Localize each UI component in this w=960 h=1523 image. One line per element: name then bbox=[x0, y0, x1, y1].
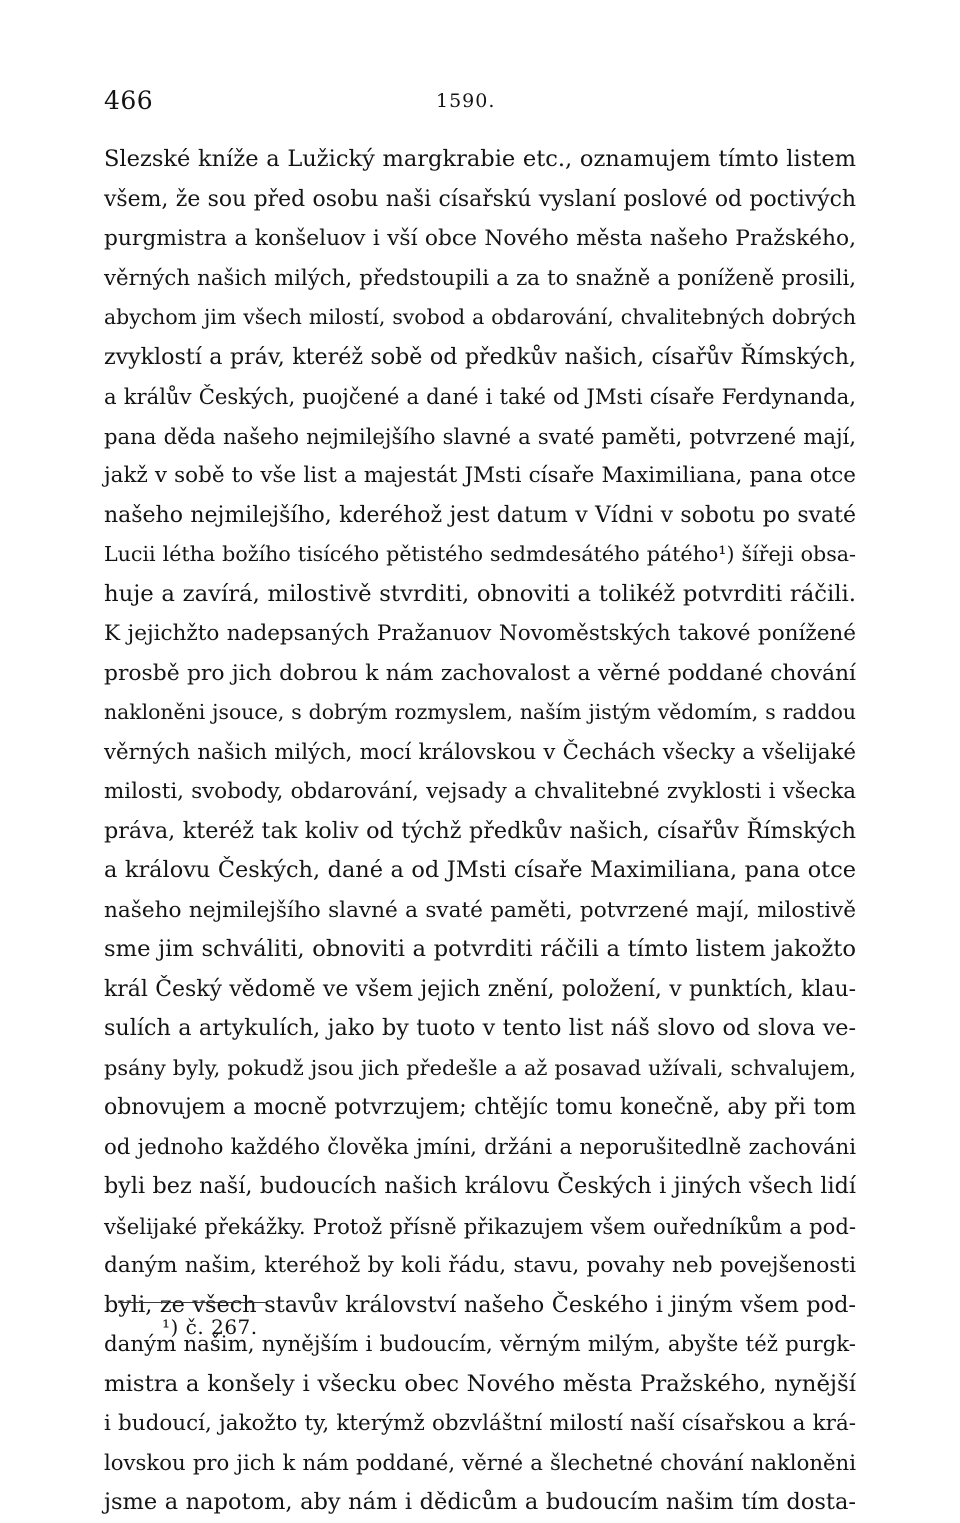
text-line: věrných našich milých, mocí královskou v Čechách všecky a všelijaké bbox=[104, 739, 856, 765]
text-line: psány byly, pokudž jsou jich předešle a až posavad užívali, schvalujem, bbox=[104, 1055, 856, 1080]
text-line: jsme a napotom, aby nám i dědicům a budoucím našim tím dosta- bbox=[104, 1489, 856, 1515]
text-line: K jejichžto nadepsaných Pražanuov Novoměstských takové ponížené bbox=[104, 621, 856, 646]
text-line: našeho nejmilejšího slavné a svaté paměti, potvrzené mají, milostivě bbox=[104, 897, 856, 923]
text-line: král Český vědomě ve všem jejich znění, položení, v punktích, klau- bbox=[104, 976, 856, 1002]
text-line: všelijaké překážky. Protož přísně přikazujem všem ouředníkům a pod- bbox=[104, 1213, 856, 1239]
text-line: sulích a artykulích, jako by tuoto v tento list náš slovo od slova ve- bbox=[104, 1015, 856, 1041]
text-line: lovskou pro jich k nám poddané, věrné a šlechetné chování nakloněni bbox=[104, 1450, 856, 1476]
text-line: huje a zavírá, milostivě stvrditi, obnoviti a tolikéž potvrditi ráčili. bbox=[104, 580, 856, 607]
text-line: byli, ze všech stavův království našeho Českého i jiným všem pod- bbox=[104, 1291, 856, 1318]
text-line: jakž v sobě to vše list a majestát JMsti císaře Maximiliana, pana otce bbox=[104, 463, 856, 488]
text-line: všem, že sou před osobu naši císařskú vyslaní poslové od poctivých bbox=[104, 186, 856, 212]
text-line: byli bez naší, budoucích našich královu Českých i jiných všech lidí bbox=[104, 1173, 856, 1199]
text-line: Slezské kníže a Lužický margkrabie etc., oznamujem tímto listem bbox=[104, 146, 856, 172]
text-line: i budoucí, jakožto ty, kterýmž obzvláštní milostí naší císařskou a krá- bbox=[104, 1411, 856, 1436]
text-line: purgmistra a konšeluov i vší obce Nového města našeho Pražského, bbox=[104, 226, 856, 251]
text-line: nakloněni jsouce, s dobrým rozmyslem, naším jistým vědomím, s raddou bbox=[104, 700, 856, 724]
text-line: daným našim, nynějším i budoucím, věrným milým, abyšte též purgk- bbox=[104, 1332, 856, 1357]
text-line: sme jim schváliti, obnoviti a potvrditi ráčili a tímto listem jakožto bbox=[104, 936, 856, 962]
footnote-divider bbox=[118, 1302, 266, 1303]
text-line: mistra a konšely i všecku obec Nového města Pražského, nynější bbox=[104, 1370, 856, 1397]
text-line: pana děda našeho nejmilejšího slavné a svaté paměti, potvrzené mají, bbox=[104, 423, 856, 449]
text-line: zvyklostí a práv, kteréž sobě od předkův našich, císařův Římských, bbox=[104, 343, 856, 370]
page-header bbox=[0, 86, 960, 126]
text-line: a králův Českých, puojčené a dané i také od JMsti císaře Ferdynanda, bbox=[104, 384, 856, 409]
text-line: od jednoho každého člověka jmíni, držáni a neporušitedlně zachováni bbox=[104, 1134, 856, 1160]
text-line: Lucii létha božího tisícého pětistého sedmdesátého pátého¹) šířeji obsa- bbox=[104, 542, 856, 566]
text-line: milosti, svobody, obdarování, vejsady a chvalitebné zvyklosti i všecka bbox=[104, 779, 856, 804]
text-line: práva, kteréž tak koliv od týchž předkův našich, císařův Římských bbox=[104, 817, 856, 844]
footnote: ¹) č. 267. bbox=[162, 1315, 258, 1339]
text-line: našeho nejmilejšího, kderéhož jest datum v Vídni v sobotu po svaté bbox=[104, 502, 856, 528]
running-head-year: 1590. bbox=[436, 90, 496, 112]
page-number: 466 bbox=[104, 86, 154, 115]
text-line: obnovujem a mocně potvrzujem; chtějíc tomu konečně, aby při tom bbox=[104, 1095, 856, 1120]
text-line: abychom jim všech milostí, svobod a obdarování, chvalitebných dobrých bbox=[104, 305, 856, 329]
text-line: prosbě pro jich dobrou k nám zachovalost a věrné poddané chování bbox=[104, 660, 856, 686]
text-line: daným našim, kteréhož by koli řádu, stavu, povahy neb povejšenosti bbox=[104, 1253, 856, 1278]
text-line: věrných našich milých, předstoupili a za to snažně a poníženě prosili, bbox=[104, 265, 856, 291]
text-line: a královu Českých, dané a od JMsti císaře Maximiliana, pana otce bbox=[104, 857, 856, 883]
